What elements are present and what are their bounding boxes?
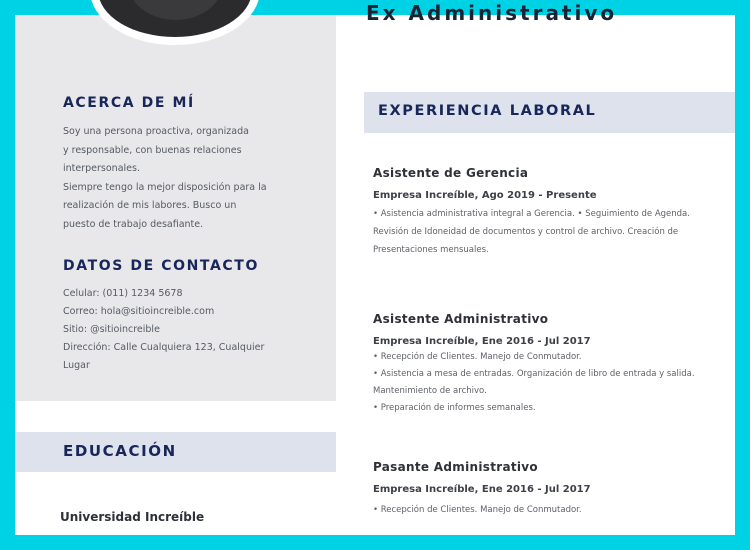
job-3: [373, 460, 703, 519]
contact-site: Sitio: @sitioincreible: [63, 324, 160, 335]
job-2: [373, 312, 703, 417]
sidebar: [15, 15, 336, 401]
education-school: Universidad Increíble: [60, 510, 205, 524]
contact-address-cont: Lugar: [63, 360, 90, 371]
job-1-company: Empresa Increíble, Ago 2019 - Presente: [373, 190, 597, 201]
job-1-title: Asistente de Gerencia: [373, 166, 529, 180]
resume-page: [15, 1, 735, 535]
job-3-bullets: [373, 501, 703, 519]
about-text: Soy una persona proactiva, organizada y responsable, con buenas relaciones interpersonales. Siempre tengo la mejor disposición para la realización de mis labores. Busco un puesto de trabajo desafiante.: [63, 126, 267, 230]
education-heading: EDUCACIÓN: [63, 442, 177, 460]
job-3-bullet: • Recepción de Clientes. Manejo de Conmutador.: [373, 505, 582, 515]
job-1: [373, 166, 703, 259]
job-2-bullet: • Preparación de informes semanales.: [373, 403, 536, 413]
profile-photo: [90, 0, 260, 45]
job-2-bullets: [373, 349, 703, 417]
contact-heading: DATOS DE CONTACTO: [63, 258, 259, 274]
job-3-company: Empresa Increíble, Ene 2016 - Jul 2017: [373, 484, 591, 495]
contact-address: Dirección: Calle Cualquiera 123, Cualquier: [63, 342, 265, 353]
job-1-description: • Asistencia administrativa integral a Gerencia. • Seguimiento de Agenda. Revisión de Idoneidad de documentos y control de archivo. Creación de Presentaciones mensuales.: [373, 209, 690, 255]
job-2-title: Asistente Administrativo: [373, 312, 549, 326]
contact-email: Correo: hola@sitioincreible.com: [63, 306, 215, 317]
about-heading: ACERCA DE MÍ: [63, 95, 195, 111]
job-2-bullet: • Recepción de Clientes. Manejo de Conmutador.: [373, 352, 582, 362]
name-title-cut: Ex Administrativo: [366, 1, 618, 25]
job-2-company: Empresa Increíble, Ene 2016 - Jul 2017: [373, 336, 591, 347]
contact-phone: Celular: (011) 1234 5678: [63, 288, 183, 299]
contact-list: [63, 285, 264, 375]
profile-photo-inner: [128, 0, 223, 20]
job-3-title: Pasante Administrativo: [373, 460, 538, 474]
job-2-bullet: • Asistencia a mesa de entradas. Organización de libro de entrada y salida. Mantenimiento de archivo.: [373, 369, 695, 396]
experience-heading: EXPERIENCIA LABORAL: [378, 103, 597, 119]
